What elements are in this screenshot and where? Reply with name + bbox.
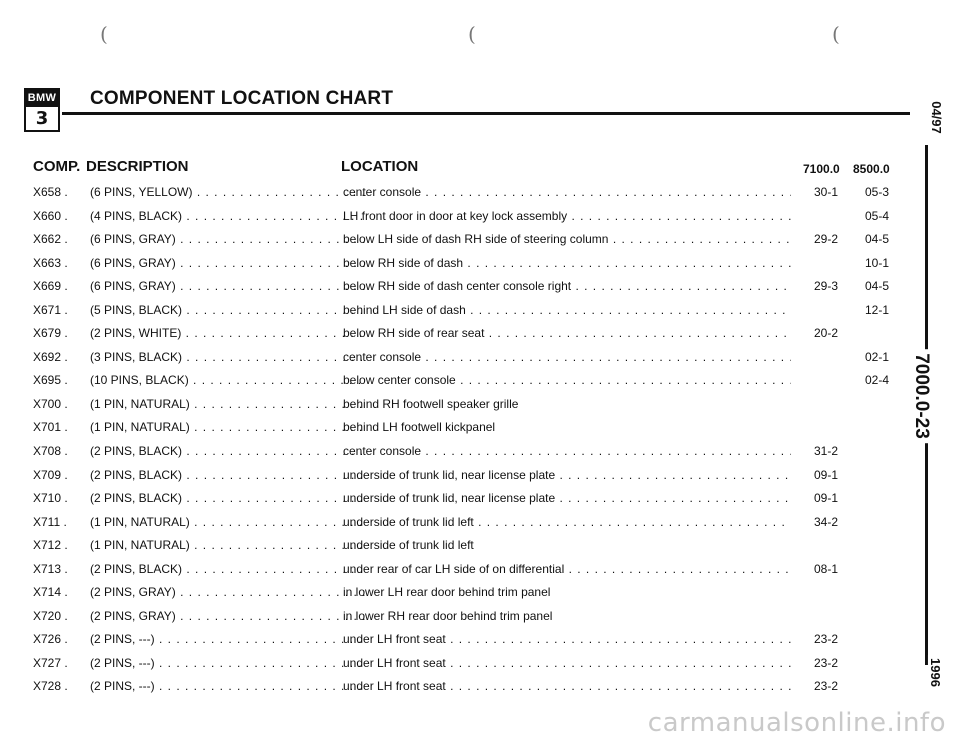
component-location: below RH side of dash center console right . . . [343, 279, 791, 293]
table-row [33, 326, 913, 350]
component-id: X679 . [33, 326, 68, 341]
connector-description: (2 PINS, GRAY) . . . [90, 585, 366, 599]
component-id: X714 . [33, 585, 68, 600]
connector-description: (2 PINS, BLACK) . . . [90, 444, 366, 458]
component-location: below RH side of rear seat . . . [343, 326, 791, 340]
component-id: X708 . [33, 444, 68, 459]
binder-mark-right: ( [832, 22, 840, 46]
connector-description: (2 PINS, ---) . . . [90, 679, 366, 693]
col-header-8500: 8500.0 [853, 162, 890, 176]
binder-mark-left: ( [100, 22, 108, 46]
component-id: X669 . [33, 279, 68, 294]
margin-page-number: 7000.0-23 [910, 349, 932, 443]
component-location: under LH front seat . . . [343, 632, 791, 646]
table-row [33, 303, 913, 327]
connector-description: (4 PINS, BLACK) . . . [90, 209, 366, 223]
table-row [33, 444, 913, 468]
component-location: LH front door in door at key lock assembly . . . [343, 209, 791, 223]
table-row [33, 468, 913, 492]
connector-description: (1 PIN, NATURAL) . . . [90, 538, 366, 552]
connector-description: (2 PINS, GRAY) . . . [90, 609, 366, 623]
component-location: in lower LH rear door behind trim panel [343, 585, 551, 600]
component-id: X663 . [33, 255, 68, 270]
ref-8500: 10-1 [864, 255, 890, 270]
component-id: X713 . [33, 561, 68, 576]
table-row [33, 209, 913, 233]
ref-7100: 29-3 [813, 279, 839, 294]
connector-description: (1 PIN, NATURAL) . . . [90, 397, 366, 411]
ref-8500: 02-1 [864, 349, 890, 364]
col-header-7100: 7100.0 [803, 162, 840, 176]
margin-year: 1996 [928, 655, 943, 690]
table-row [33, 420, 913, 444]
component-id: X695 . [33, 373, 68, 388]
connector-description: (1 PIN, NATURAL) . . . [90, 420, 366, 434]
ref-7100: 30-1 [813, 185, 839, 199]
connector-description: (2 PINS, ---) . . . [90, 656, 366, 670]
component-id: X720 . [33, 608, 68, 623]
component-id: X671 . [33, 302, 68, 317]
component-id: X712 . [33, 538, 68, 553]
component-id: X726 . [33, 632, 68, 647]
connector-description: (10 PINS, BLACK) . . . [90, 373, 366, 387]
page-title: COMPONENT LOCATION CHART [90, 88, 394, 109]
ref-7100: 09-1 [813, 491, 839, 506]
component-location: underside of trunk lid left [343, 538, 474, 553]
component-location: in lower RH rear door behind trim panel [343, 608, 553, 623]
ref-8500: 05-3 [864, 185, 890, 199]
connector-description: (5 PINS, BLACK) . . . [90, 303, 366, 317]
component-id: X658 . [33, 185, 68, 199]
connector-description: (6 PINS, GRAY) . . . [90, 279, 366, 293]
component-id: X709 . [33, 467, 68, 482]
connector-description: (6 PINS, GRAY) . . . [90, 232, 366, 246]
component-id: X710 . [33, 491, 68, 506]
component-table [33, 185, 913, 703]
table-row [33, 491, 913, 515]
table-row [33, 373, 913, 397]
connector-description: (2 PINS, BLACK) . . . [90, 491, 366, 505]
bmw-series-logo [24, 88, 60, 132]
ref-7100: 09-1 [813, 467, 839, 482]
component-location: below RH side of dash . . . [343, 256, 791, 270]
ref-7100: 23-2 [813, 632, 839, 647]
ref-7100: 08-1 [813, 561, 839, 576]
component-location: underside of trunk lid left . . . [343, 515, 791, 529]
table-row [33, 609, 913, 633]
connector-description: (2 PINS, BLACK) . . . [90, 468, 366, 482]
table-row [33, 185, 913, 209]
component-location: underside of trunk lid, near license plate . . . [343, 491, 791, 505]
table-row [33, 279, 913, 303]
ref-8500: 04-5 [864, 232, 890, 247]
connector-description: (2 PINS, ---) . . . [90, 632, 366, 646]
component-id: X700 . [33, 396, 68, 411]
table-row [33, 656, 913, 680]
component-id: X692 . [33, 349, 68, 364]
component-id: X662 . [33, 232, 68, 247]
ref-7100: 29-2 [813, 232, 839, 247]
component-location: behind LH footwell kickpanel [343, 420, 496, 435]
ref-8500: 02-4 [864, 373, 890, 388]
ref-8500: 04-5 [864, 279, 890, 294]
ref-8500: 05-4 [864, 208, 890, 223]
col-header-location: LOCATION [341, 158, 419, 175]
component-id: X728 . [33, 679, 68, 694]
table-row [33, 632, 913, 656]
table-row [33, 397, 913, 421]
component-location: under LH front seat . . . [343, 679, 791, 693]
col-header-comp: COMP. [33, 158, 81, 175]
margin-date: 04/97 [929, 98, 944, 137]
component-id: X727 . [33, 655, 68, 670]
component-location: center console . . . [343, 350, 791, 364]
component-id: X660 . [33, 208, 68, 223]
table-row [33, 585, 913, 609]
component-location: center console . . . [343, 185, 791, 199]
table-row [33, 562, 913, 586]
connector-description: (2 PINS, BLACK) . . . [90, 562, 366, 576]
component-id: X711 . [33, 514, 67, 529]
logo-series: 3 [35, 108, 49, 129]
title-rule [62, 112, 910, 115]
component-location: underside of trunk lid, near license plate . . . [343, 468, 791, 482]
component-location: behind RH footwell speaker grille [343, 396, 519, 411]
table-row [33, 232, 913, 256]
ref-7100: 23-2 [813, 655, 839, 670]
component-id: X701 . [33, 420, 68, 435]
table-row [33, 256, 913, 280]
table-row [33, 515, 913, 539]
ref-7100: 23-2 [813, 679, 839, 694]
binder-mark-center: ( [468, 22, 476, 46]
ref-8500: 12-1 [864, 302, 890, 317]
component-location: behind LH side of dash . . . [343, 303, 791, 317]
ref-7100: 34-2 [813, 514, 839, 529]
component-location: under LH front seat . . . [343, 656, 791, 670]
component-location: under rear of car LH side of on differential . . . [343, 562, 791, 576]
ref-7100: 20-2 [813, 326, 839, 341]
connector-description: (6 PINS, GRAY) . . . [90, 256, 366, 270]
connector-description: (6 PINS, YELLOW) . . . [90, 185, 366, 199]
component-location: below center console . . . [343, 373, 791, 387]
watermark: carmanualsonline.info [647, 708, 946, 738]
component-location: below LH side of dash RH side of steering column . . . [343, 232, 791, 246]
ref-7100: 31-2 [813, 444, 839, 459]
connector-description: (1 PIN, NATURAL) . . . [90, 515, 366, 529]
table-row [33, 350, 913, 374]
component-location: center console . . . [343, 444, 791, 458]
logo-brand: BMW [26, 90, 58, 107]
col-header-description: DESCRIPTION [86, 158, 189, 175]
table-row [33, 679, 913, 703]
connector-description: (2 PINS, WHITE) . . . [90, 326, 366, 340]
table-row [33, 538, 913, 562]
connector-description: (3 PINS, BLACK) . . . [90, 350, 366, 364]
